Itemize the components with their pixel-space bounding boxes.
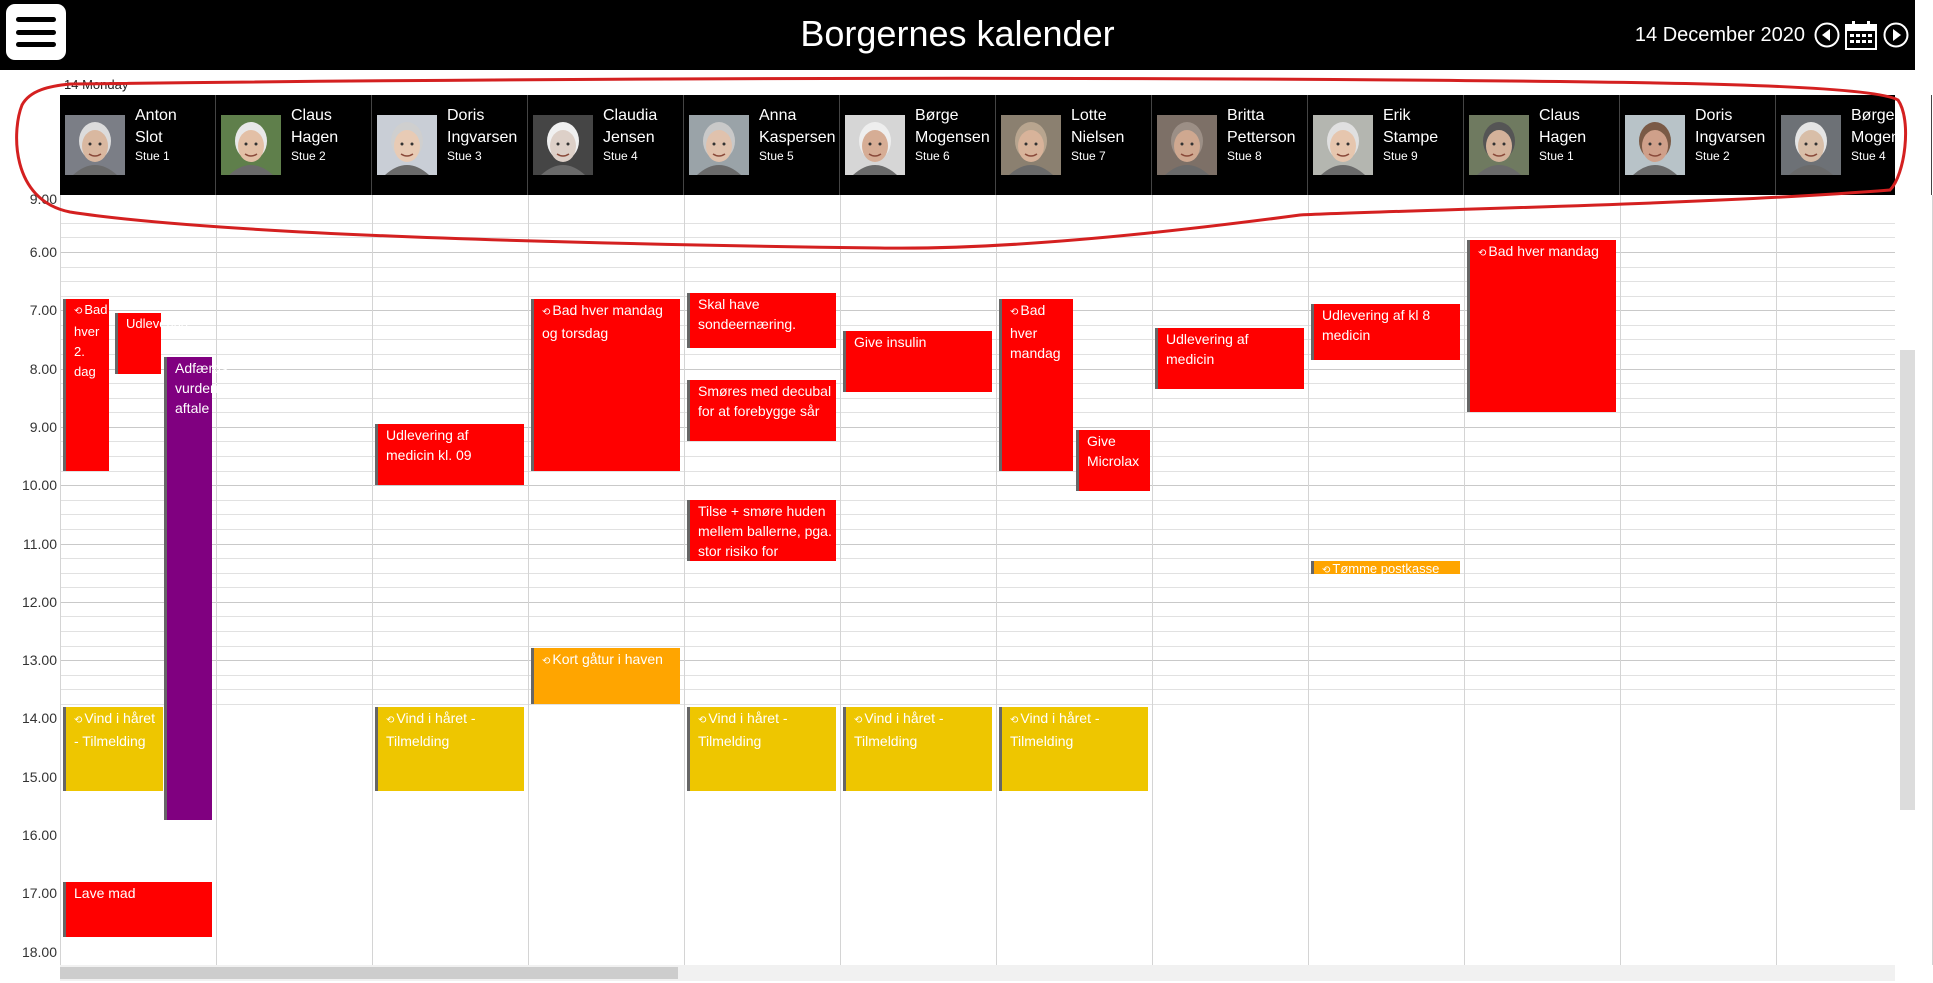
event-title: Udlevering af kl 8 medicin xyxy=(1322,307,1431,344)
calendar-grid[interactable] xyxy=(60,195,1895,965)
resident-name: Børge Mogensen xyxy=(915,107,990,146)
recurring-icon: ⟲ xyxy=(854,714,863,726)
calendar-event[interactable] xyxy=(1467,240,1616,412)
time-label: 9.00 xyxy=(29,191,57,207)
resident-column-header[interactable] xyxy=(372,95,528,195)
time-label: 15.00 xyxy=(21,768,57,785)
resident-room: Stue 6 xyxy=(915,149,950,163)
resident-photo-icon xyxy=(65,115,125,175)
resident-name: Doris Ingvarsen xyxy=(1695,107,1766,146)
grid-column-line xyxy=(996,195,997,965)
event-title: Lave mad xyxy=(74,884,136,901)
grid-column-line xyxy=(1776,195,1777,965)
event-title: Udlevering af medicin xyxy=(1166,330,1249,367)
calendar-event[interactable] xyxy=(63,882,212,937)
calendar-event[interactable] xyxy=(375,707,524,792)
event-title: Give Microlax xyxy=(1087,432,1140,469)
grid-column-line xyxy=(1152,195,1153,965)
event-title: Bad hver 2. dag xyxy=(74,301,108,379)
resident-room: Stue 5 xyxy=(759,149,794,163)
time-label: 12.00 xyxy=(21,593,57,610)
resident-column-header[interactable] xyxy=(528,95,684,195)
time-label: 6.00 xyxy=(29,244,57,260)
resident-photo-icon xyxy=(221,115,281,175)
resident-column-header[interactable] xyxy=(1152,95,1308,195)
grid-column-line xyxy=(60,195,61,965)
grid-column-line xyxy=(684,195,685,965)
calendar-event[interactable] xyxy=(843,707,992,792)
calendar-event[interactable] xyxy=(687,500,836,561)
top-bar xyxy=(0,0,1915,70)
calendar-event[interactable] xyxy=(1155,328,1304,389)
grid-column-line xyxy=(1308,195,1309,965)
resident-column-header[interactable] xyxy=(1776,95,1932,195)
grid-column-line xyxy=(840,195,841,965)
resident-photo-icon xyxy=(1157,115,1217,175)
resident-photo-icon xyxy=(1313,115,1373,175)
resident-column-header[interactable] xyxy=(1464,95,1620,195)
calendar-event[interactable] xyxy=(687,293,836,348)
resident-name: Claudia Jensen xyxy=(603,107,658,146)
resident-room: Stue 4 xyxy=(1851,149,1886,163)
resident-name: Doris Ingvarsen xyxy=(447,107,518,146)
time-label: 7.00 xyxy=(29,302,57,319)
resident-column-header[interactable] xyxy=(216,95,372,195)
event-title: Kort gåtur i haven xyxy=(552,651,663,668)
resident-photo-icon xyxy=(1469,115,1529,175)
event-title: Tilse + smøre huden mellem ballerne, pga. stor risiko for xyxy=(698,502,832,559)
recurring-icon: ⟲ xyxy=(386,714,395,726)
calendar-event[interactable] xyxy=(999,707,1148,792)
grid-column-line xyxy=(528,195,529,965)
event-title: Vind i håret - Tilmelding xyxy=(1010,709,1100,749)
resident-name: Claus Hagen xyxy=(291,107,339,146)
calendar-event[interactable] xyxy=(687,707,836,792)
time-label: 9.00 xyxy=(29,418,57,435)
calendar-event[interactable] xyxy=(63,707,163,792)
event-title: Adfærds vurderings aftale xyxy=(175,359,241,416)
resident-room: Stue 8 xyxy=(1227,149,1262,163)
resident-name: Britta Petterson xyxy=(1227,107,1296,146)
calendar-event[interactable] xyxy=(999,299,1073,471)
horizontal-scroll-thumb[interactable] xyxy=(60,967,678,979)
resident-column-header[interactable] xyxy=(1308,95,1464,195)
resident-name: Børge Mogensen xyxy=(1851,107,1926,146)
resident-name: Anna Kaspersen xyxy=(759,107,836,146)
vertical-scroll-thumb[interactable] xyxy=(1900,350,1915,810)
day-label: 14 Monday xyxy=(64,77,129,92)
calendar-event[interactable] xyxy=(1311,561,1460,574)
resident-name: Erik Stampe xyxy=(1383,107,1439,146)
event-title: Smøres med decubal for at forebygge sår xyxy=(698,383,832,420)
recurring-icon: ⟲ xyxy=(1010,714,1019,726)
resident-name: Anton Slot xyxy=(135,107,177,146)
event-title: Skal have sondeernæring. xyxy=(698,295,797,332)
calendar-event[interactable] xyxy=(687,380,836,441)
arrow-left-circle-icon[interactable] xyxy=(1814,22,1840,48)
resident-photo-icon xyxy=(377,115,437,175)
resident-column-header[interactable] xyxy=(1620,95,1776,195)
resident-column-header[interactable] xyxy=(840,95,996,195)
calendar-event[interactable] xyxy=(843,331,992,392)
grid-column-line xyxy=(1464,195,1465,965)
current-date: 14 December 2020 xyxy=(1634,24,1805,46)
time-label: 8.00 xyxy=(29,360,57,377)
time-label: 11.00 xyxy=(23,535,57,552)
event-title: Vind i håret - Tilmelding xyxy=(74,709,155,749)
time-label: 16.00 xyxy=(21,827,57,843)
time-label: 14.00 xyxy=(21,710,57,727)
grid-column-line xyxy=(1620,195,1621,965)
calendar-event[interactable] xyxy=(164,357,241,820)
recurring-icon: ⟲ xyxy=(74,305,83,317)
recurring-icon: ⟲ xyxy=(542,656,551,668)
resident-column-header[interactable] xyxy=(60,95,216,195)
resident-room: Stue 2 xyxy=(291,149,326,163)
resident-name: Claus Hagen xyxy=(1539,107,1587,146)
resident-room: Stue 7 xyxy=(1071,149,1106,163)
resident-room: Stue 3 xyxy=(447,149,482,163)
resident-name: Lotte Nielsen xyxy=(1071,107,1125,146)
event-title: Bad hver mandag xyxy=(1010,301,1061,361)
recurring-icon: ⟲ xyxy=(74,714,83,726)
event-title: Udlevering af medicin kl. 09 xyxy=(386,426,472,463)
event-title: Tømme postkasse xyxy=(1332,560,1440,576)
grid-column-line xyxy=(216,195,217,965)
resident-room: Stue 1 xyxy=(1539,149,1574,163)
calendar-event[interactable] xyxy=(115,313,189,374)
calendar-event[interactable] xyxy=(1076,430,1150,491)
grid-column-line xyxy=(372,195,373,965)
resident-photo-icon xyxy=(1625,115,1685,175)
calendar-event[interactable] xyxy=(531,299,680,471)
event-title: Vind i håret - Tilmelding xyxy=(386,709,476,749)
time-label: 10.00 xyxy=(21,477,57,494)
recurring-icon: ⟲ xyxy=(698,714,707,726)
event-title: Bad hver mandag xyxy=(1488,243,1599,260)
event-title: Udlevering xyxy=(126,316,189,332)
resident-room: Stue 2 xyxy=(1695,149,1730,163)
event-title: Vind i håret - Tilmelding xyxy=(698,709,788,749)
event-title: Bad hver mandag og torsdag xyxy=(542,301,663,341)
resident-column-header[interactable] xyxy=(996,95,1152,195)
resident-room: Stue 1 xyxy=(135,149,170,163)
resident-room: Stue 9 xyxy=(1383,149,1418,163)
calendar-event[interactable] xyxy=(375,424,524,485)
resident-photo-icon xyxy=(533,115,593,175)
time-label: 18.00 xyxy=(21,943,57,960)
time-label: 13.00 xyxy=(21,652,57,669)
calendar-icon[interactable] xyxy=(1844,19,1878,51)
resident-room: Stue 4 xyxy=(603,149,638,163)
recurring-icon: ⟲ xyxy=(1478,248,1487,260)
hamburger-menu-icon[interactable] xyxy=(6,4,66,60)
resident-photo-icon xyxy=(1781,115,1841,175)
event-title: Vind i håret - Tilmelding xyxy=(854,709,944,749)
calendar-event[interactable] xyxy=(1311,304,1460,359)
recurring-icon: ⟲ xyxy=(1010,306,1019,318)
calendar-event[interactable] xyxy=(63,299,109,471)
arrow-right-circle-icon[interactable] xyxy=(1883,22,1909,48)
recurring-icon: ⟲ xyxy=(1322,564,1331,576)
time-label: 17.00 xyxy=(21,885,57,902)
event-title: Give insulin xyxy=(854,333,927,350)
resident-photo-icon xyxy=(689,115,749,175)
resident-photo-icon xyxy=(1001,115,1061,175)
resident-column-header[interactable] xyxy=(684,95,840,195)
horizontal-scrollbar[interactable] xyxy=(60,965,1895,981)
time-axis xyxy=(0,191,60,965)
recurring-icon: ⟲ xyxy=(542,306,551,318)
resident-photo-icon xyxy=(845,115,905,175)
calendar-event[interactable] xyxy=(531,648,680,703)
resident-header-row xyxy=(60,95,1926,195)
app-title: Borgernes kalender xyxy=(800,13,1115,54)
